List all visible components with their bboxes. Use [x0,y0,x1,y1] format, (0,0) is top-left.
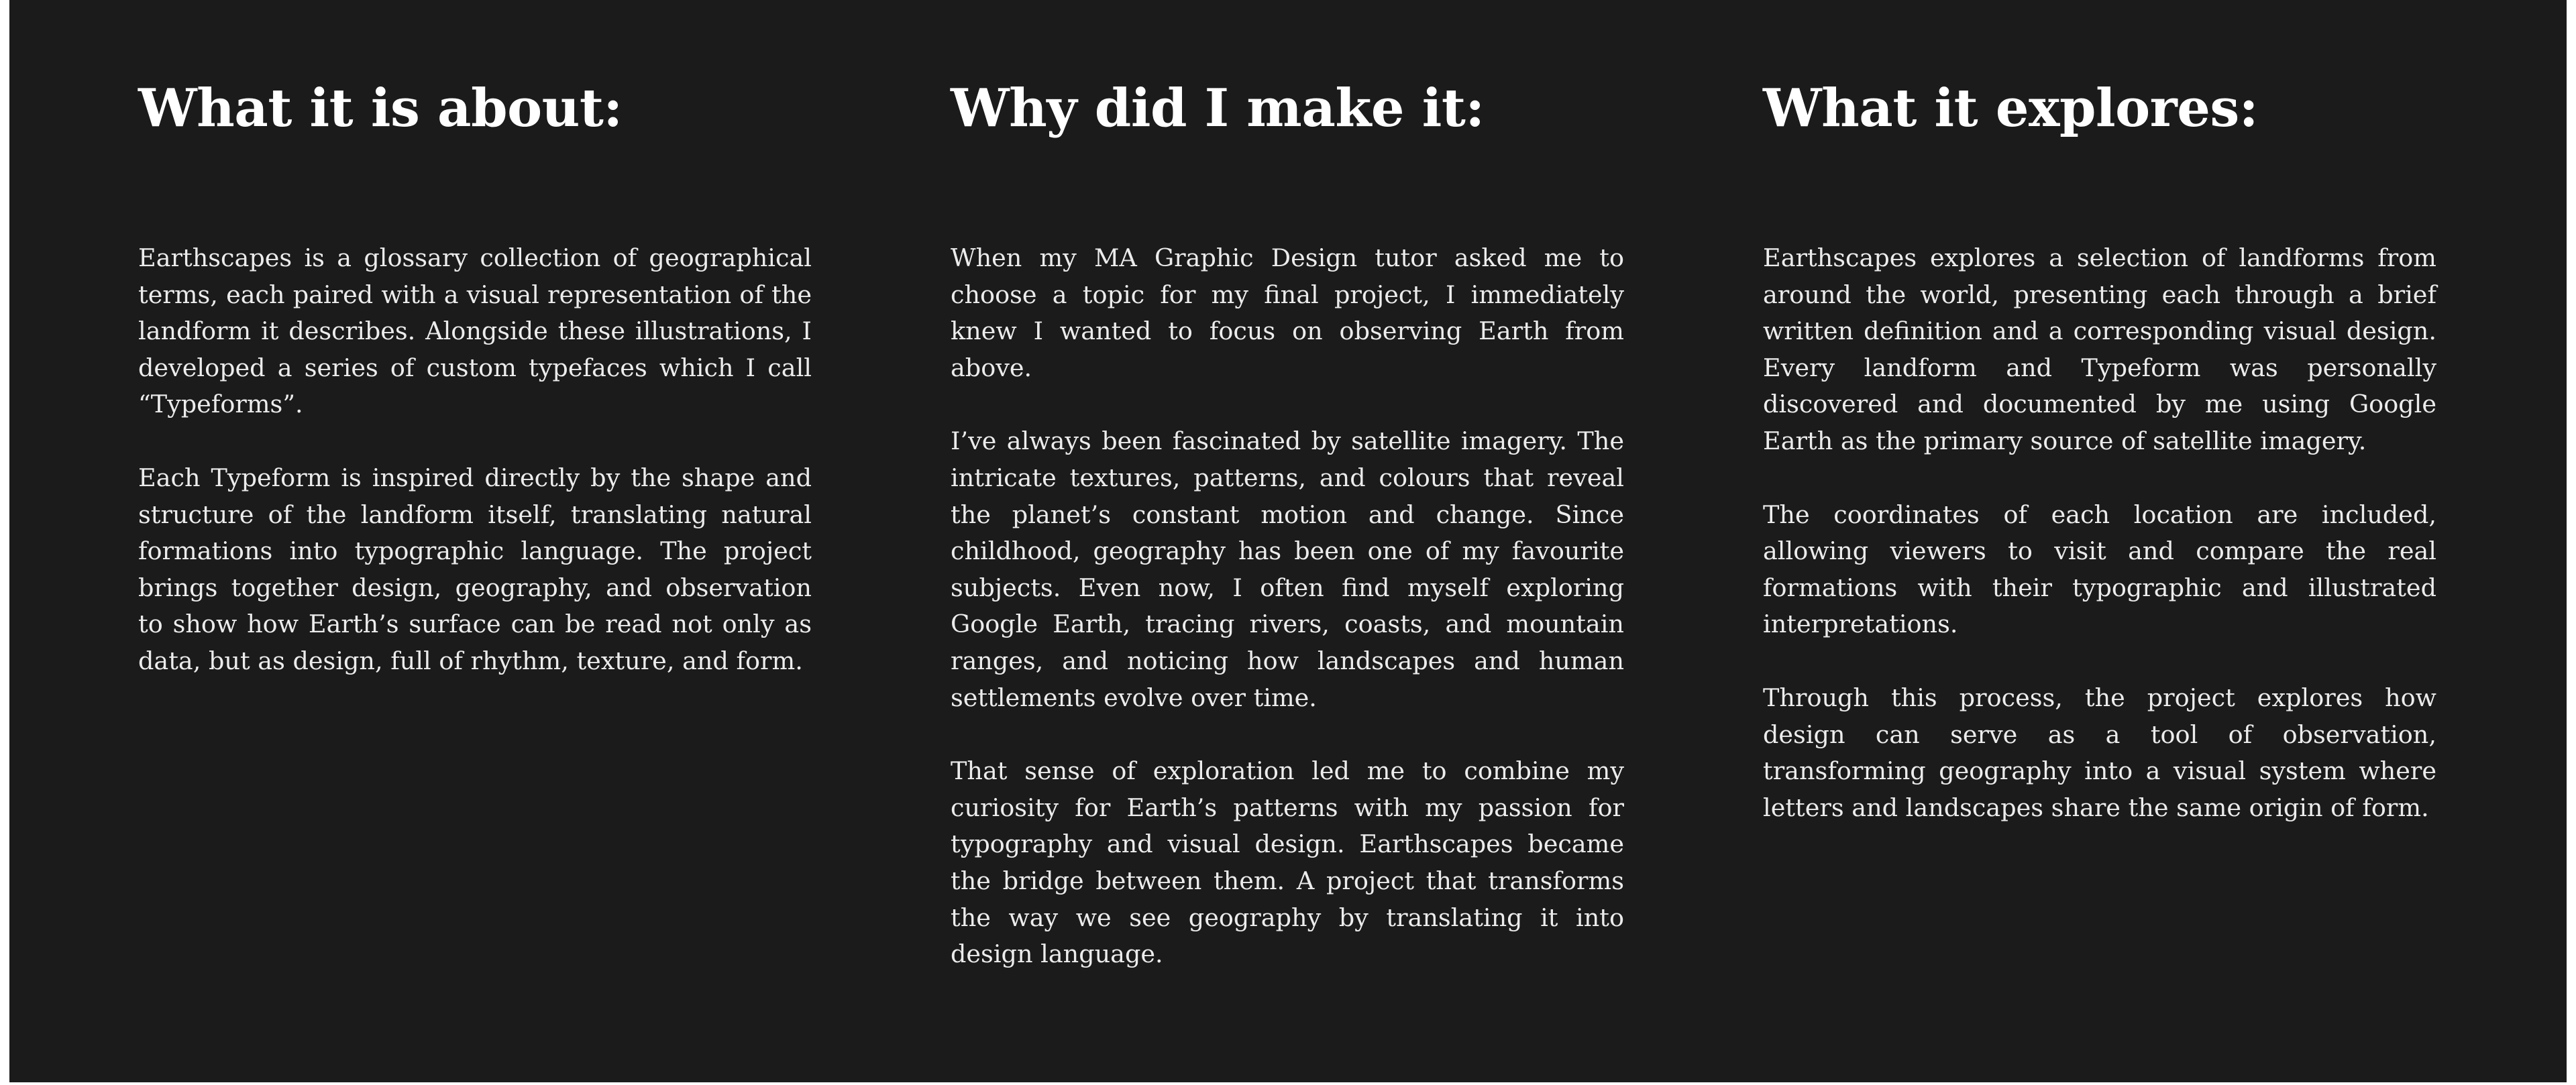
column-body [138,240,812,717]
column-body [951,240,1624,1010]
column-heading: Why did I make it: [951,78,1485,139]
column-heading: What it explores: [1763,78,2259,139]
paragraph: The coordinates of each location are included, allowing viewers to visit and compare the real formations with their typographic and illustrated interpretations. [1763,500,2436,639]
paragraph: Earthscapes is a glossary collection of geographical terms, each paired with a visual representation of the landform it describes. Alongside these illustrations, I developed a series of custom typefaces which I call “Typeforms”. [138,243,812,419]
paragraph: I’ve always been fascinated by satellite imagery. The intricate textures, patterns, and colours that reveal the planet’s constant motion and change. Since childhood, geography has been one of my favourite subjects. Even now, I often find myself exploring Google Earth, tracing rivers, coasts, and mountain ranges, and noticing how landscapes and human settlements evolve over time. [951,426,1624,712]
paragraph: Through this process, the project explores how design can serve as a tool of observation, transforming geography into a visual system where letters and landscapes share the same origin of form. [1763,683,2436,822]
paragraph: That sense of exploration led me to combine my curiosity for Earth’s patterns with my passion for typography and visual design. Earthscapes became the bridge between them. A project that transforms the way we see geography by translating it into design language. [951,756,1624,969]
column-heading: What it is about: [138,78,623,139]
paragraph: When my MA Graphic Design tutor asked me to choose a topic for my final project, I immediately knew I wanted to focus on observing Earth from above. [951,243,1624,382]
column-body [1763,240,2436,863]
paragraph: Each Typeform is inspired directly by the shape and structure of the landform itself, translating natural formations into typographic language. The project brings together design, geography, and observation to show how Earth’s surface can be read not only as data, but as design, full of rhythm, texture, and form. [138,463,812,675]
page-background [9,0,2567,1082]
paragraph: Earthscapes explores a selection of landforms from around the world, presenting each through a brief written definition and a corresponding visual design. Every landform and Typeform was personally discovered and documented by me using Google Earth as the primary source of satellite imagery. [1763,243,2436,455]
